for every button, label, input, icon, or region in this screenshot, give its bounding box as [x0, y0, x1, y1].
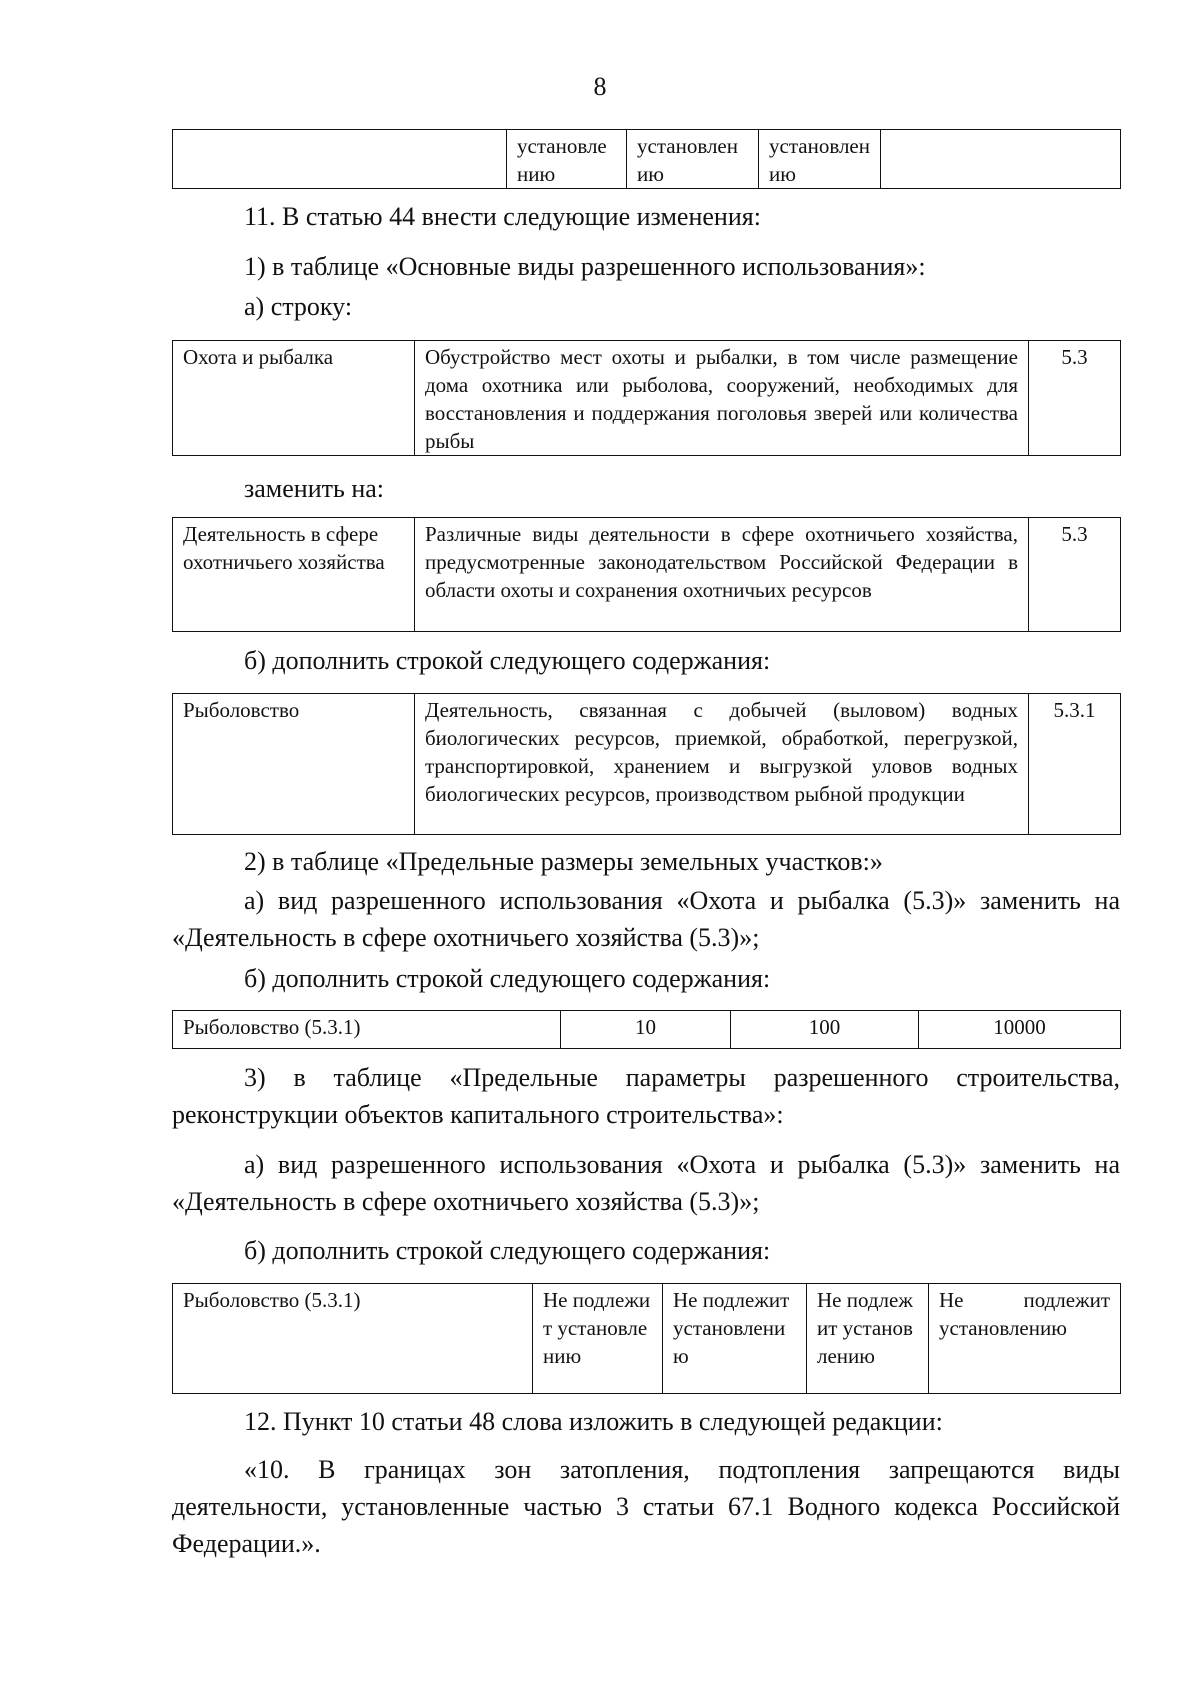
table-cell: Не подлежит установлению: [663, 1284, 807, 1394]
section-11-item-1a: а) строку:: [244, 292, 353, 321]
table-cell: 100: [731, 1011, 919, 1049]
table-cell: Не подлежит установлению: [533, 1284, 663, 1394]
table-cell: Не подлежит установлению: [807, 1284, 929, 1394]
section-11-item-2a: а) вид разрешенного использования «Охота и рыбалка (5.3)» заменить на «Деятельность в сфере охотничьего хозяйства (5.3)»;: [172, 886, 1120, 952]
table-cell: [881, 130, 1121, 189]
section-11-item-3b: б) дополнить строкой следующего содержания:: [244, 1236, 771, 1265]
use-type-description: Деятельность, связанная с добычей (выловом) водных биологических ресурсов, приемкой, обработкой, перегрузкой, транспортировкой, хранением и выгрузкой уловов водных биологических ресурсов, производством рыбной продукции: [415, 694, 1029, 835]
old-row-table: [172, 340, 1121, 456]
table-cell: [173, 130, 507, 189]
table-cell: Рыболовство (5.3.1): [173, 1011, 561, 1049]
use-type-code: 5.3: [1029, 518, 1121, 632]
section-11-item-3a: а) вид разрешенного использования «Охота и рыбалка (5.3)» заменить на «Деятельность в сфере охотничьего хозяйства (5.3)»;: [172, 1150, 1120, 1216]
page-number: 8: [593, 72, 607, 101]
use-type-name: Охота и рыбалка: [173, 341, 415, 456]
section-11-item-1: 1) в таблице «Основные виды разрешенного использования»:: [244, 252, 926, 281]
table-cell: 10: [561, 1011, 731, 1049]
table-cell: Рыболовство (5.3.1): [173, 1284, 533, 1394]
use-type-description: Обустройство мест охоты и рыбалки, в том числе размещение дома охотника или рыболова, сооружений, необходимых для восстановления и поддержания поголовья зверей или количества рыбы: [415, 341, 1029, 456]
table-cell: установлению: [627, 130, 759, 189]
use-type-description: Различные виды деятельности в сфере охотничьего хозяйства, предусмотренные законодательством Российской Федерации в области охоты и сохранения охотничьих ресурсов: [415, 518, 1029, 632]
section-12-title: 12. Пункт 10 статьи 48 слова изложить в следующей редакции:: [244, 1407, 943, 1436]
new-row-table: [172, 517, 1121, 632]
table-cell: 10000: [919, 1011, 1121, 1049]
use-type-name: Деятельность в сфере охотничьего хозяйства: [173, 518, 415, 632]
fishing-row-table: [172, 693, 1121, 835]
section-11-item-2b: б) дополнить строкой следующего содержания:: [244, 964, 771, 993]
building-params-table: [172, 1283, 1121, 1394]
use-type-name: Рыболовство: [173, 694, 415, 835]
section-11-item-1b: б) дополнить строкой следующего содержания:: [244, 646, 771, 675]
replace-with-label: заменить на:: [244, 474, 385, 503]
continuation-table: [172, 129, 1121, 189]
plot-sizes-table: [172, 1010, 1121, 1049]
table-cell: установлению: [759, 130, 881, 189]
section-11-item-2: 2) в таблице «Предельные размеры земельных участков:»: [244, 847, 883, 876]
use-type-code: 5.3: [1029, 341, 1121, 456]
section-12-text: «10. В границах зон затопления, подтопления запрещаются виды деятельности, установленные частью 3 статьи 67.1 Водного кодекса Российской Федерации.».: [172, 1455, 1120, 1558]
table-cell: Не подлежит установлению: [929, 1284, 1121, 1394]
table-cell: установлению: [507, 130, 627, 189]
section-11-title: 11. В статью 44 внести следующие изменения:: [244, 202, 761, 231]
use-type-code: 5.3.1: [1029, 694, 1121, 835]
section-11-item-3: 3) в таблице «Предельные параметры разрешенного строительства, реконструкции объектов капитального строительства»:: [172, 1063, 1120, 1129]
